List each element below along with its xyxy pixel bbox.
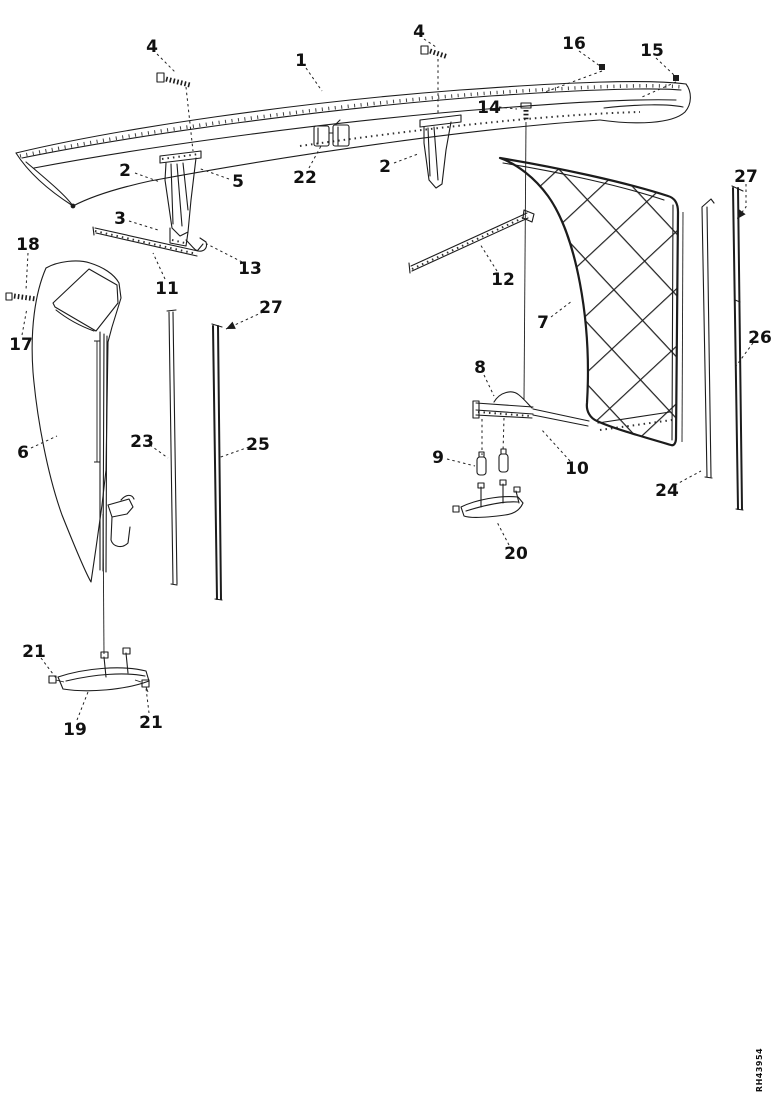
callout-16: 16 (562, 34, 586, 54)
callout-leader-9 (447, 459, 475, 466)
callout-4: 4 (413, 22, 425, 42)
callout-leader-2 (394, 154, 418, 163)
callout-13: 13 (238, 259, 262, 279)
callout-9: 9 (432, 448, 444, 468)
callout-leader-19 (77, 692, 88, 720)
callout-leader-25 (218, 447, 249, 458)
callout-19: 19 (63, 720, 87, 740)
callout-1: 1 (295, 51, 307, 71)
pillar-bracket-right (420, 115, 461, 188)
callout-5: 5 (232, 172, 244, 192)
callout-27: 27 (734, 167, 758, 187)
callout-21: 21 (22, 642, 46, 662)
callout-22: 22 (293, 168, 317, 188)
callout-leader-18 (26, 253, 28, 290)
callout-26: 26 (748, 328, 772, 348)
callout-leader-13 (207, 244, 242, 262)
latch-assembly (473, 392, 589, 426)
callout-15: 15 (640, 41, 664, 61)
spacer-cylinders (477, 449, 508, 475)
callout-6: 6 (17, 443, 29, 463)
bolt-4-right (421, 46, 448, 57)
callout-leader-8 (484, 375, 494, 396)
callout-leader-20 (497, 522, 509, 545)
callout-leader-17 (22, 308, 27, 335)
callout-17: 17 (9, 335, 33, 355)
callout-21: 21 (139, 713, 163, 733)
callout-2: 2 (119, 161, 131, 181)
callout-3: 3 (114, 209, 126, 229)
callout-27: 27 (259, 298, 283, 318)
screw-17-18 (6, 293, 36, 300)
callout-arrow-27 (226, 322, 236, 329)
callout-20: 20 (504, 544, 528, 564)
quarter-panel (32, 261, 134, 582)
callout-25: 25 (246, 435, 270, 455)
pillar-bracket-left (160, 151, 203, 250)
mount-bracket-left (49, 648, 149, 692)
rivet-15 (673, 75, 679, 81)
callout-leader-24 (675, 471, 701, 485)
callout-leader-11 (153, 253, 165, 279)
callout-18: 18 (16, 235, 40, 255)
mount-bracket-right (453, 480, 523, 518)
callout-7: 7 (537, 313, 549, 333)
figure-code: RH43954 (755, 1047, 764, 1093)
rivet-16 (599, 64, 605, 70)
sunshade-net (500, 158, 683, 445)
callout-14: 14 (477, 98, 501, 118)
callout-leader-10 (541, 429, 570, 461)
callout-leader-1 (306, 68, 322, 91)
support-rod-left (93, 227, 207, 256)
callout-11: 11 (155, 279, 179, 299)
glass-run-channels-right (702, 186, 743, 510)
callout-leader-7 (551, 301, 572, 317)
support-rod-right (409, 210, 534, 273)
callout-leader-4 (157, 54, 175, 72)
callout-leader-22 (309, 146, 321, 168)
callout-23: 23 (130, 432, 154, 452)
callout-4: 4 (146, 37, 158, 57)
callout-10: 10 (565, 459, 589, 479)
callout-leader-3 (129, 221, 158, 230)
callout-8: 8 (474, 358, 486, 378)
bolt-4-left (157, 73, 190, 85)
callout-12: 12 (491, 270, 515, 290)
callout-2: 2 (379, 157, 391, 177)
callout-leader-2 (135, 173, 160, 182)
glass-run-channels-left (167, 310, 222, 600)
callout-leader-12 (480, 244, 497, 271)
callout-24: 24 (655, 481, 679, 501)
